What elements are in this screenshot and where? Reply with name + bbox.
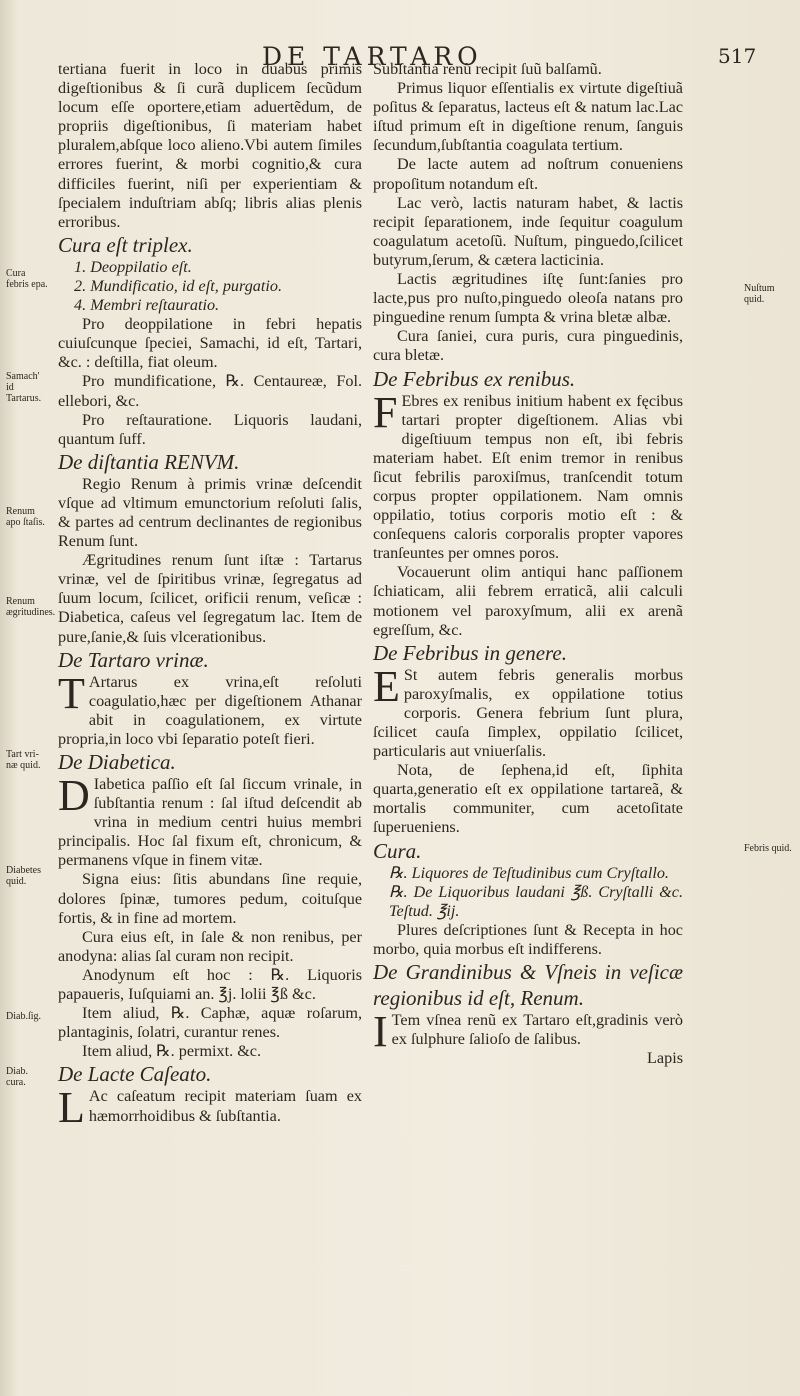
paragraph: Pro deoppilatione in febri hepatis cuiuſcunque ſpeciei, Samachi, id eſt, Tartari, &c. : deſtilla, fiat oleum. — [58, 315, 362, 372]
right-column — [373, 60, 683, 1068]
paragraph — [58, 668, 362, 749]
paragraph: Pro mundificatione, ℞. Centaureæ, Fol. ellebori, &c. — [58, 372, 362, 410]
paragraph — [373, 1007, 683, 1057]
paragraph: Subſtantia renũ recipit ſuũ balſamũ. — [373, 60, 602, 78]
paragraph — [373, 387, 683, 564]
paragraph — [58, 771, 362, 870]
page-number: 517 — [718, 44, 757, 68]
margin-note-right: Nuſtum quid. — [744, 283, 775, 305]
paragraph: Vocauerunt olim antiqui hanc paſſionem ſchiaticam, alii febrem erraticã, alii calculi motionem vel paroxyſmum, alii ex arenã egreſſum, &c. — [373, 563, 683, 639]
paragraph-text: Ebres ex renibus initium habent ex fęcibus tartari propter digeſtionem. Alias vbi digeſtiuum tempus non eſt, ibi febris materiam habet. Eſt enim tremor in renibus ſicut febrilis paroxiſmus, tranſcendit totum corpus propter oppilationem. Nam omnis oppilatio, totius corporis motio eſt : & conſequens caloris corporalis propter vapores tranſeuntes per omnes poros. — [373, 391, 683, 563]
paragraph: De lacte autem ad noſtrum conueniens propoſitum notandum eſt. — [373, 155, 683, 193]
section-heading: Cura. — [373, 838, 422, 863]
section-heading: Cura eſt triplex. — [58, 232, 193, 257]
left-column — [58, 60, 362, 1133]
paragraph-text: St autem febris generalis morbus paroxyſmalis, ex oppilatione totius corporis. Genera febrium ſunt plura, ſcilicet cauſa ſimplex, oppilatio ſcilicet, particularis aut vniuerſalis. — [373, 665, 683, 761]
margin-note-right: Febris quid. — [744, 843, 792, 854]
margin-note-left: Renum apo ſtaſis. — [6, 506, 45, 528]
running-head: DE TARTARO — [262, 42, 483, 71]
margin-note-left: Renum ægritudines. — [6, 596, 56, 618]
paragraph: Cura eius eſt, in ſale & non renibus, per anodyna: alias ſal curam non recipit. — [58, 927, 362, 965]
margin-note-left: Tart vri- næ quid. — [6, 749, 41, 771]
paragraph-text: Artarus ex vrina,eſt reſoluti coagulatio,hæc per digeſtionem Athanar abit in coagulationem, ex virtute propria,in loco vbi ſeparatio poteſt fieri. — [58, 672, 362, 748]
drop-capital: T — [58, 668, 85, 718]
list-item: 1. Deoppilatio eſt. — [74, 257, 192, 276]
paragraph: Anodynum eſt hoc : ℞. Liquoris papaueris, Iuſquiami an. ℥j. lolii ℥ß &c. — [58, 965, 362, 1004]
drop-capital: F — [373, 387, 398, 437]
paragraph-text: Iabetica paſſio eſt ſal ſiccum vrinale, in ſubſtantia renum : ſal iſtud deſcendit ab vrina in medium centri huius membri principalis. Hoc ſal fixum eſt, chronicum, & permanens vſque in finem vitæ. — [58, 775, 362, 870]
paragraph: Primus liquor eſſentialis ex virtute digeſtiuã poſitus & ſeparatus, lacteus eſt & natum lac.Lac iſtud primum eſt in digeſtione renum, ſanguis ſecundum,ſubſtantia coagulata tertium. — [373, 79, 683, 155]
paragraph: tertiana fuerit in loco in duabus primis digeſtionibus & ſi curã duplicem ſecũdum locum eſſe oportere,etiam aduertẽdum, de propriis digeſtionibus, ſi materiam habet pluralem,abſque loco alieno.Vbi autem ſimiles errores fuerint, & morbi cognitio,& cura difficiles fuerint, niſi per experientiam & ſpecialem induſtriam abſq; libris alias plenis erroribus. — [58, 60, 362, 231]
paragraph: Nota, de ſephena,id eſt, ſiphita quarta,generatio eſt ex oppilatione tartareã, & mortalis communiter, cum acetoſitate ſuperueniens. — [373, 761, 683, 837]
section-heading: De Tartaro vrinæ. — [58, 647, 209, 672]
margin-note-left: Diab. cura. — [6, 1066, 28, 1088]
margin-note-left: Cura febris epa. — [6, 268, 48, 290]
paragraph: Lac verò, lactis naturam habet, & lactis recipit ſeparationem, inde ſequitur coagulum coagulatum acetoſũ. Nuſtum, pinguedo,ſcilicet butyrum,ſerum, & cætera lacticinia. — [373, 193, 683, 269]
margin-note-left: Samach' id Tartarus. — [6, 371, 42, 404]
paragraph: Regio Renum à primis vrinæ deſcendit vſque ad vltimum emunctorium reſoluti ſalis, & partes ad centrum declinantes de regionibus Renum ſunt. — [58, 474, 362, 551]
paragraph: Item aliud, ℞. permixt. &c. — [82, 1042, 262, 1061]
paragraph-text: Tem vſnea renũ ex Tartaro eſt,gradinis verò ex ſulphure ſalioſo de ſalibus. — [391, 1011, 683, 1049]
recipe-line: ℞. De Liquoribus laudani ℥ß. Cryſtalli &c. Teſtud. ℥ij. — [389, 882, 683, 920]
paragraph: Cura ſaniei, cura puris, cura pinguedinis, cura bletæ. — [373, 327, 683, 365]
section-heading: De Febribus in genere. — [373, 640, 568, 665]
margin-note-left: Diabetes quid. — [6, 865, 41, 887]
section-heading: De diſtantia RENVM. — [58, 449, 240, 474]
paragraph: Item aliud, ℞. Caphæ, aquæ roſarum, plantaginis, ſolatri, curantur renes. — [58, 1004, 362, 1042]
section-heading: De Febribus ex renibus. — [373, 366, 576, 391]
list-item: 4. Membri reſtauratio. — [74, 296, 220, 315]
section-heading: De Grandinibus & Vſneis in veſicæ regionibus id eſt, Renum. — [373, 960, 683, 1011]
drop-capital: I — [373, 1007, 388, 1057]
paragraph: Plures deſcriptiones ſunt & Recepta in hoc morbo, quia morbus eſt indifferens. — [373, 920, 683, 958]
margin-note-left: Diab.ſig. — [6, 1011, 41, 1022]
drop-capital: D — [58, 771, 90, 820]
catchword: Lapis — [647, 1049, 683, 1068]
recipe-line: ℞. Liquores de Teſtudinibus cum Cryſtallo. — [389, 863, 669, 882]
paragraph: Ægritudines renum ſunt iſtæ : Tartarus vrinæ, vel de ſpiritibus vrinæ, ſegregatus ad ſuum locum, ſcilicet, orificii renum, veſicæ : Diabetica, caſeus vel ſegregatum lac. Item de pure,ſanie,& ſuis vlcerationibus. — [58, 551, 362, 646]
paragraph: Lactis ægritudines iſtę ſunt:ſanies pro lacte,pus pro nuſto,pinguedo oleoſa natans pro pinguedine renum ſumpta & vrina bletæ albæ. — [373, 270, 683, 327]
drop-capital: E — [373, 661, 400, 711]
paragraph — [58, 1083, 362, 1133]
section-heading: De Diabetica. — [58, 750, 176, 774]
paragraph: Pro reſtauratione. Liquoris laudani, quantum ſuff. — [58, 410, 362, 448]
list-item: 2. Mundificatio, id eſt, purgatio. — [74, 276, 283, 295]
paragraph: Signa eius: ſitis abundans ſine requie, dolores ſpinæ, tumores pedum, coituſque fortis, & in fine ad mortem. — [58, 870, 362, 927]
section-heading: De Lacte Caſeato. — [58, 1062, 212, 1087]
paragraph-text: Ac caſeatum recipit materiam ſuam ex hæmorrhoidibus & ſubſtantia. — [88, 1087, 362, 1125]
paragraph — [373, 661, 683, 761]
drop-capital: L — [58, 1083, 85, 1133]
